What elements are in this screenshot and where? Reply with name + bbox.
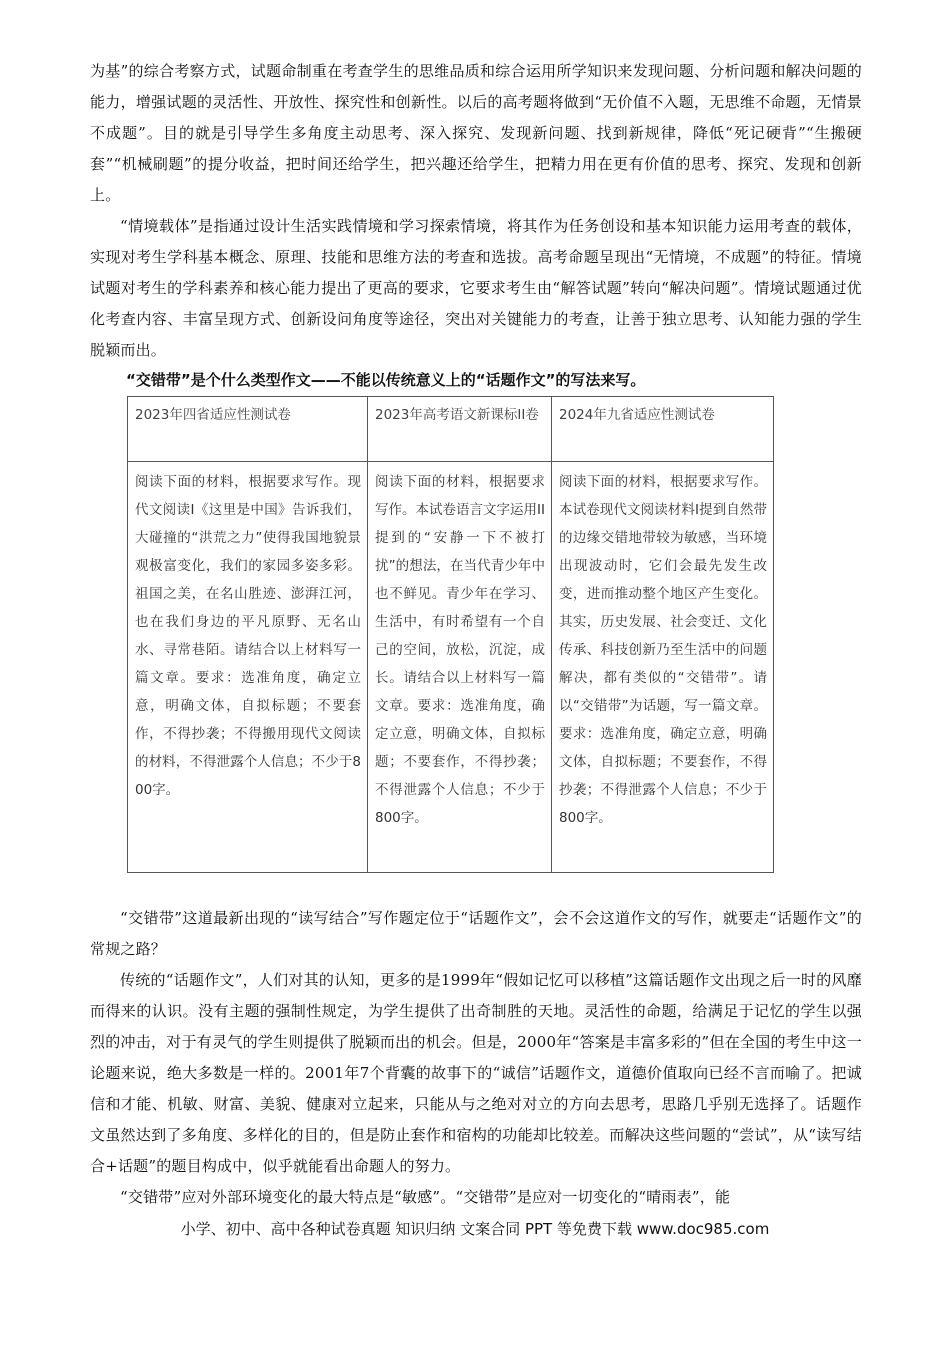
- table-cell: 阅读下面的材料，根据要求写作。本试卷现代文阅读材料I提到自然带的边缘交错地带较为敏感，当环境出现波动时，它们会最先发生改变，进而推动整个地区产生变化。其实，历史发展、社会变迁、文化传承、科技创新乃至生活中的问题解决，都有类似的“交错带”。请以“交错带”为话题，写一篇文章。要求：选准角度，确定立意，明确文体，自拟标题；不要套作，不得抄袭；不得泄露个人信息；不少于800字。: [552, 462, 774, 873]
- paragraph-question: “交错带”这道最新出现的“读写结合”写作题定位于“话题作文”，会不会这道作文的写作，就要走“话题作文”的常规之路？: [90, 909, 862, 958]
- table-header-cell: 2023年高考语文新课标II卷: [368, 397, 552, 462]
- page-footer: 小学、初中、高中各种试卷真题 知识归纳 文案合同 PPT 等免费下载 www.doc985.com: [180, 1220, 770, 1238]
- spacer: [90, 873, 862, 903]
- document-page: [90, 56, 862, 1213]
- table-row: [128, 462, 774, 873]
- section-heading: “交错带”是个什么类型作文——不能以传统意义上的“话题作文”的写法来写。: [126, 371, 646, 389]
- exam-comparison-table: [127, 396, 774, 873]
- table-header-row: [128, 397, 774, 462]
- table-cell: 阅读下面的材料，根据要求写作。现代文阅读I《这里是中国》告诉我们，大碰撞的“洪荒之力”使得我国地貌景观极富变化，我们的家园多姿多彩。祖国之美，在名山胜迹、澎湃江河，也在我们身边的平凡原野、无名山水、寻常巷陌。请结合以上材料写一篇文章。要求：选准角度，确定立意，明确文体，自拟标题；不要套作，不得抄袭；不得搬用现代文阅读的材料，不得泄露个人信息；不少于800字。: [128, 462, 368, 873]
- table-cell: 阅读下面的材料，根据要求写作。本试卷语言文字运用II提到的“安静一下不被打扰”的想法，在当代青少年中也不鲜见。青少年在学习、生活中，有时希望有一个自己的空间，放松，沉淀，成长。请结合以上材料写一篇文章。要求：选准角度，确定立意，明确文体，自拟标题；不要套作，不得抄袭；不得泄露个人信息；不少于800字。: [368, 462, 552, 873]
- paragraph-topic-essay: 传统的“话题作文”，人们对其的认知，更多的是1999年“假如记忆可以移植”这篇话题作文出现之后一时的风靡而得来的认识。没有主题的强制性规定，为学生提供了出奇制胜的天地。灵活性的命题，给满足于记忆的学生以强烈的冲击，对于有灵气的学生则提供了脱颖而出的机会。但是，2000年“答案是丰富多彩的”但在全国的考生中这一论题来说，绝大多数是一样的。2001年7个背囊的故事下的“诚信”话题作文，道德价值取向已经不言而喻了。把诚信和才能、机敏、财富、美貌、健康对立起来，只能从与之绝对对立的方向去思考，思路几乎别无选择了。话题作文虽然达到了多角度、多样化的目的，但是防止套作和宿构的功能却比较差。而解决这些问题的“尝试”，从“读写结合+话题”的题目构成中，似乎就能看出命题人的努力。: [90, 971, 862, 1175]
- table-header-cell: 2024年九省适应性测试卷: [552, 397, 774, 462]
- paragraph-continued: 为基”的综合考察方式，试题命制重在考查学生的思维品质和综合运用所学知识来发现问题、分析问题和解决问题的能力，增强试题的灵活性、开放性、探究性和创新性。以后的高考题将做到“无价值不入题，无思维不命题，无情景不成题”。目的就是引导学生多角度主动思考、深入探究、发现新问题、找到新规律，降低“死记硬背”“生搬硬套”“机械刷题”的提分收益，把时间还给学生，把兴趣还给学生，把精力用在更有价值的思考、探究、发现和创新上。: [90, 62, 862, 204]
- paragraph-sensitivity: “交错带”应对外部环境变化的最大特点是“敏感”。“交错带”是应对一切变化的“晴雨表”，能: [120, 1188, 731, 1206]
- table-header-cell: 2023年四省适应性测试卷: [128, 397, 368, 462]
- paragraph-context-carrier: “情境载体”是指通过设计生活实践情境和学习探索情境，将其作为任务创设和基本知识能力运用考查的载体，实现对考生学科基本概念、原理、技能和思维方法的考查和选拔。高考命题呈现出“无情境，不成题”的特征。情境试题对考生的学科素养和核心能力提出了更高的要求，它要求考生由“解答试题”转向“解决问题”。情境试题通过优化考查内容、丰富呈现方式、创新设问角度等途径，突出对关键能力的考查，让善于独立思考、认知能力强的学生脱颖而出。: [90, 217, 862, 359]
